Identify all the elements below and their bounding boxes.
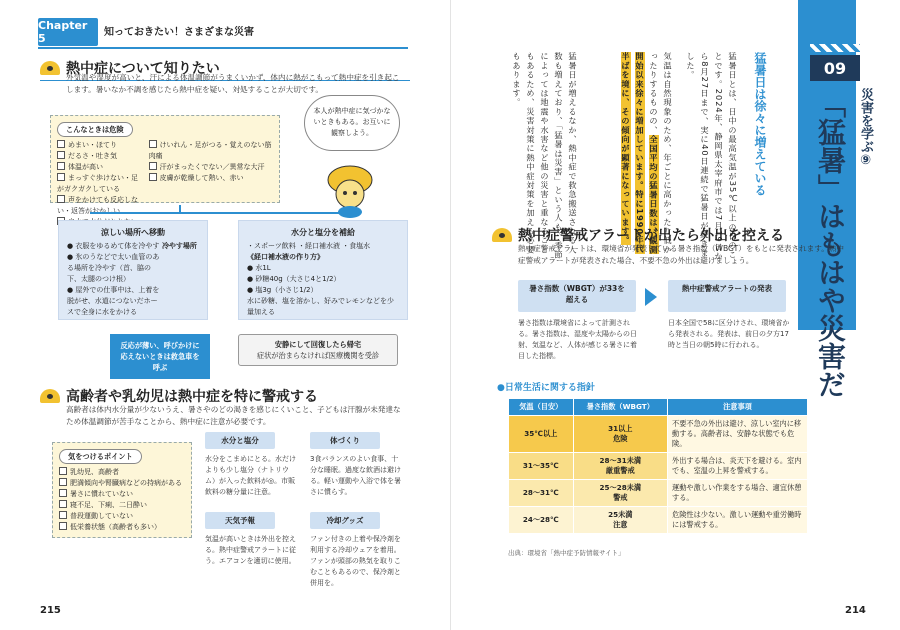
point-item: 低栄養状態（高齢者も多い） — [59, 522, 185, 533]
section-number: 09 — [810, 55, 860, 81]
table-cell: 31以上 危険 — [573, 416, 667, 453]
heatstroke-desc: 外気温や湿度が高いと、汗による体温調節がうまくいかず、体内に熱がこもって熱中症を引き起こします。暑いなか不調を感じたら熱中症を疑い、対処することが大切です。 — [66, 73, 400, 94]
table-cell: 危険性は少ない。激しい運動や重労働時には警戒する。 — [668, 507, 808, 534]
danger-item: 皮膚が乾燥して熱い、赤い — [149, 173, 273, 184]
body-col3: 猛暑日が増えるなか、熱中症で救急搬送される人数も増えており、「猛暑は災害」という人も。季節によっては地震や水害など他の災害と重なることもあるため、災害対策に熱中症対策を加える必要もあります。 — [512, 52, 578, 260]
point-item: 普段運動していない — [59, 511, 185, 522]
checkbox-icon — [149, 173, 157, 181]
water-items: ・スポーツ飲料 ・経口補水液 ・食塩水 — [247, 242, 371, 250]
guideline-table — [508, 398, 808, 534]
recipe-item: ● 水1L — [247, 264, 271, 272]
table-body — [509, 416, 808, 534]
header-rule — [38, 47, 408, 49]
checkbox-icon — [59, 511, 67, 519]
danger-checklist — [50, 115, 280, 215]
cool-list — [67, 241, 160, 318]
point-item: 暑さに慣れていない — [59, 489, 185, 500]
body-col1: 猛暑日とは、日中の最高気温が35℃以上の日のことです。2024年、静岡県太宰府市では7月19日から8月27日まで、実に40日連続で猛暑日が続きました。 — [686, 52, 738, 262]
alert-box: 熱中症警戒アラートの発表 — [668, 280, 786, 312]
page-number-right: 214 — [845, 605, 866, 616]
danger-item: けいれん・足がつる・覚えのない筋肉痛 — [148, 141, 272, 160]
table-title: ●日常生活に関する指針 — [497, 383, 595, 393]
wbgt-note: 暑さ指数は環境省によって計測される。暑さ指数は、湿度や太陽からの日射、気温など、人体が感じる暑さに着目した指標。 — [518, 319, 637, 360]
source-note: 出典：環境省「熱中症予防情報サイト」 — [508, 549, 625, 557]
tip-text: 3食バランスのよい食事、十分な睡眠。過度な飲酒は避ける。軽い運動や入浴で体を暑さに慣らす。 — [310, 455, 401, 496]
point-item: 乳幼児、高齢者 — [59, 467, 185, 478]
wbgt-box: 暑さ指数（WBGT）が33を超える — [518, 280, 636, 312]
danger-item: まっすぐ歩けない・足がガクガクしている — [57, 174, 138, 193]
highlight-text: 全国平均の猛暑日数は、観測開始以来徐々に増加しています。特に1990年代半ばを境に、その傾向が顕著になっています。 — [621, 52, 659, 255]
tip-text: ファン付きの上着や保冷剤を利用する冷却ウェアを着用。ファンが頭部の熱気を取りこむこともあるので、保冷剤と併用を。 — [310, 535, 401, 587]
checkbox-icon — [57, 173, 65, 181]
checkbox-icon — [57, 162, 65, 170]
big-title: 「猛暑」はもはや災害だ — [814, 90, 847, 398]
table-row — [509, 507, 808, 534]
rest-note: 症状が治まらなければ医療機関を受診 — [256, 351, 380, 360]
table-header-row — [509, 399, 808, 416]
table-row — [509, 480, 808, 507]
tip-title: 冷却グッズ — [310, 512, 380, 529]
cool-place-box — [58, 220, 208, 320]
table-row — [509, 453, 808, 480]
tip-title: 体づくり — [310, 432, 380, 449]
chapter-badge: Chapter 5 — [38, 18, 98, 46]
arrow-right-icon — [645, 288, 657, 306]
table-cell: 25～28未満 警戒 — [573, 480, 667, 507]
checkbox-icon — [59, 522, 67, 530]
checkbox-icon — [59, 489, 67, 497]
rest-title: 安静にして回復したら帰宅 — [274, 340, 362, 349]
danger-item: だるさ・吐き気 — [57, 151, 143, 162]
water-box — [238, 220, 408, 320]
water-title: 水分と塩分を補給 — [291, 228, 355, 237]
cool-item: ● 屋外での仕事中は、上着を脱がせ、水道につないだホースで全身に水をかける — [67, 286, 160, 316]
table-cell: 35℃以上 — [509, 416, 574, 453]
table-cell: 28～31℃ — [509, 480, 574, 507]
danger-item: 体温が高い — [57, 162, 143, 173]
table-cell: 不要不急の外出は避け、涼しい室内に移動する。高齢者は、安静な状態でも危険。 — [668, 416, 808, 453]
points-list — [59, 467, 185, 533]
stripe-decoration — [810, 44, 860, 52]
page-number-left: 215 — [40, 605, 61, 616]
helmet-icon — [40, 389, 60, 403]
helmet-icon — [492, 228, 512, 242]
section-elderly-title — [40, 386, 318, 406]
danger-title: こんなときは危険 — [57, 122, 133, 137]
table-row — [509, 416, 808, 453]
cool-title: 涼しい場所へ移動 — [101, 228, 165, 237]
section-heading: 熱中症について知りたい — [66, 61, 220, 77]
alert-heading: 熱中症警戒アラートが出たら外出を控える — [492, 225, 784, 245]
elderly-desc: 高齢者は体内水分量が少ないうえ、暑さやのどの渇きを感じにくいこと、子どもは汗腺が未発達なため体温調節が苦手なことから、熱中症に注意が必要です。 — [66, 405, 401, 426]
tip-text: 気温が高いときは外出を控える。熱中症警戒アラートに従う。エアコンを適切に使用。 — [205, 535, 296, 565]
table-cell: 25未満 注意 — [573, 507, 667, 534]
table-header-cell: 気温（目安） — [509, 399, 574, 416]
body-col2: 気温は自然現象のため、年ごとに高かったり低かったりするものの、全国平均の猛暑日数は、観測開始以来徐々に増加しています。特に1990年代半ばを境に、その傾向が顕著になっています。 — [621, 52, 673, 255]
recipe-item: ● 塩3g（小さじ1/2） — [247, 286, 318, 294]
helmet-icon — [40, 61, 60, 75]
checkbox-icon — [149, 162, 157, 170]
emergency-box: 反応が薄い、呼びかけに応えないときは救急車を呼ぶ — [110, 334, 210, 379]
sub-title: 猛暑日は徐々に増えている — [753, 52, 767, 196]
table-cell: 31～35℃ — [509, 453, 574, 480]
cool-sub: 冷やす場所 — [161, 242, 197, 250]
points-checklist — [52, 442, 192, 538]
table-cell: 24～28℃ — [509, 507, 574, 534]
recipe-list — [247, 263, 399, 296]
points-title: 気をつけるポイント — [59, 449, 142, 464]
checkbox-icon — [57, 151, 65, 159]
water-note: 水に砂糖、塩を溶かし、好みでレモンなどを少量加える — [247, 297, 394, 316]
section-heading: 高齢者や乳幼児は熱中症を特に警戒する — [66, 389, 318, 405]
point-item: 肥満傾向や腎臓病などの持病がある — [59, 478, 185, 489]
checkbox-icon — [149, 140, 157, 148]
speech-bubble: 本人が熱中症に気づかないときもある。お互いに観察しよう。 — [304, 95, 400, 151]
recipe-title: 《経口補水液の作り方》 — [247, 253, 324, 261]
cool-item: ● 氷のうなどで太い血管のある場所を冷やす（首、脇の下、太腿のつけ根） — [67, 253, 160, 283]
chapter-title: 知っておきたい！さまざまな災害 — [104, 27, 254, 38]
checkbox-icon — [57, 140, 65, 148]
table-header-cell: 注意事項 — [668, 399, 808, 416]
section-label: 災害を学ぶ⑨ — [858, 88, 873, 168]
danger-item: めまい・ほてり — [57, 140, 143, 151]
rest-box — [238, 334, 398, 366]
table-cell: 運動や激しい作業をする場合、適宜休憩する。 — [668, 480, 808, 507]
danger-item: 汗がまったくでない／異常な大汗 — [149, 162, 273, 173]
checkbox-icon — [57, 195, 65, 203]
table-cell: 外出する場合は、炎天下を避ける。室内でも、室温の上昇を警戒する。 — [668, 453, 808, 480]
checkbox-icon — [59, 478, 67, 486]
table-cell: 28～31未満 厳重警戒 — [573, 453, 667, 480]
point-item: 寝不足、下痢、二日酔い — [59, 500, 185, 511]
alert-note: 日本全国で58に区分けされ、環境省から発表される。発表は、前日の夕方17時と当日の朝5時に行われる。 — [668, 319, 790, 349]
danger-item: 声をかけても反応しない・返答がおかしい — [57, 196, 138, 215]
tip-title: 天気予報 — [205, 512, 275, 529]
tip-text: 水分をこまめにとる。水だけよりも少し塩分（ナトリウム）が入った飲料が◎。市販飲料の糖分量に注意。 — [205, 455, 296, 496]
tip-title: 水分と塩分 — [205, 432, 275, 449]
checkbox-icon — [59, 467, 67, 475]
cool-item: ● 衣服をゆるめて体を冷やす — [67, 242, 160, 250]
recipe-item: ● 砂糖40g（大さじ4と1/2） — [247, 275, 341, 283]
checkbox-icon — [59, 500, 67, 508]
alert-desc: 熱中症警戒アラートは、環境省が発表している暑さ指数（WBGT）をもとに発表されます。熱中症警戒アラートが発表された場合、不要不急の外出は避けましょう。 — [518, 244, 844, 265]
table-header-cell: 暑さ指数（WBGT） — [573, 399, 667, 416]
flow-arrow — [50, 205, 380, 220]
